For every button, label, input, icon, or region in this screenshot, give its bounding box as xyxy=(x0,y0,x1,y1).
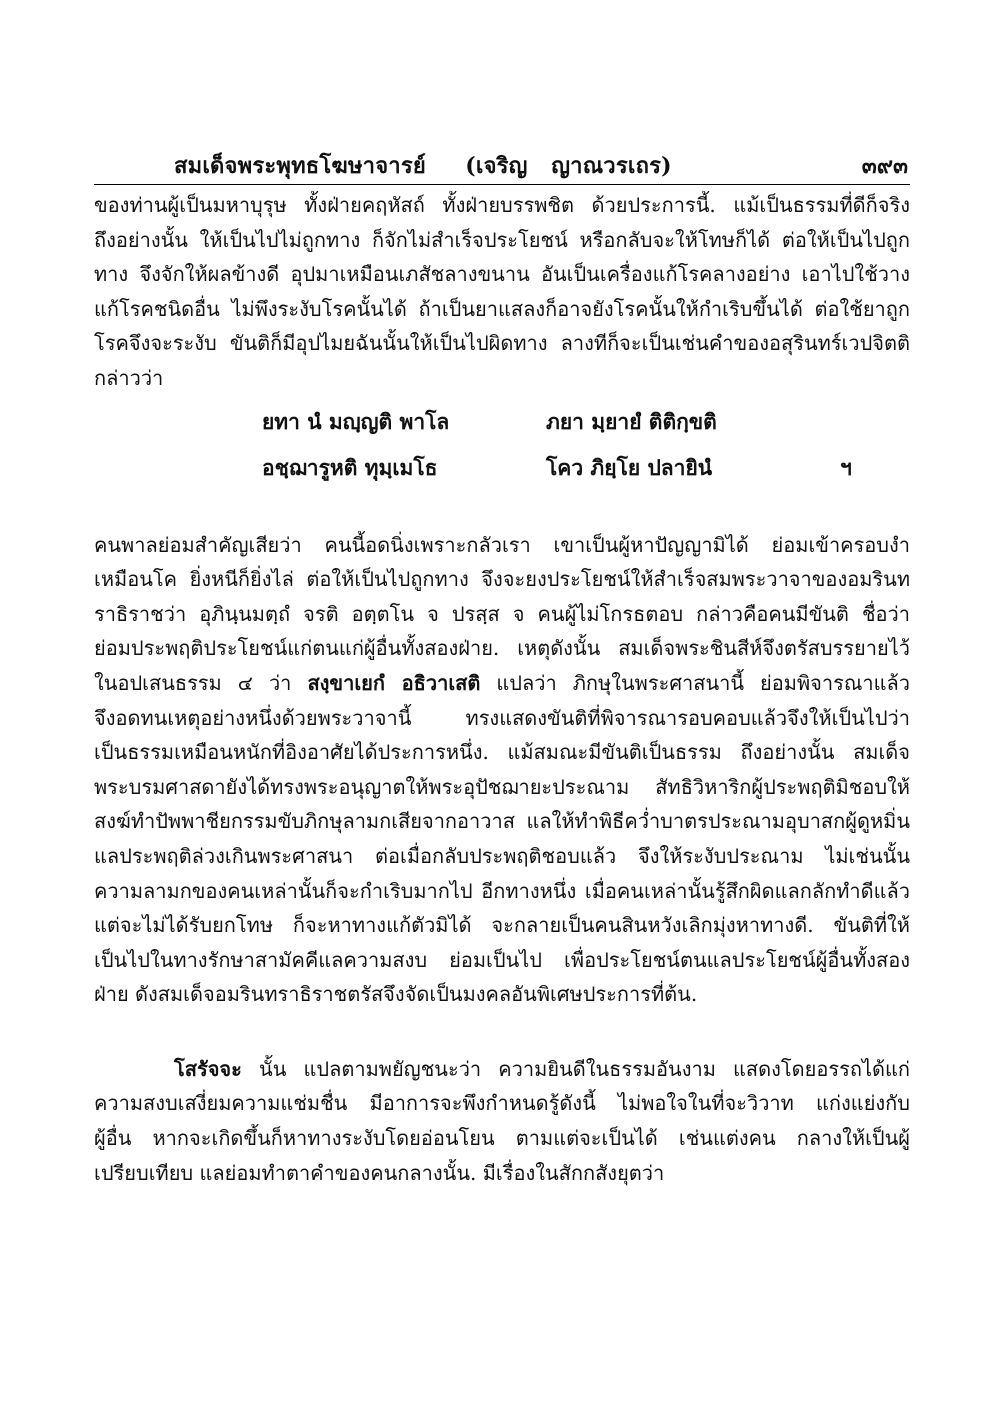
paragraph-line: ราธิราชว่า อุภินฺนมตฺถํ จรติ อตฺตโน จ ปรสฺส จ คนผู้ไม่โกรธตอบ กล่าวคือคนมีขันติ ชื่อว่า xyxy=(94,601,910,626)
paragraph-line: แลประพฤติล่วงเกินพระศาสนา ต่อเมื่อกลับประพฤติชอบแล้ว จึงให้ระงับประณาม ไม่เช่นนั้น xyxy=(94,843,910,868)
page-body xyxy=(94,188,910,1190)
verse-end-mark: ฯ xyxy=(840,454,852,480)
verse-line-1 xyxy=(94,396,910,442)
paragraph-line: จึงอดทนเหตุอย่างหนึ่งด้วยพระวาจานี้ ทรงแสดงขันติที่พิจารณารอบคอบแล้วจึงให้เป็นไปว่า xyxy=(94,705,910,730)
paragraph-line: กล่าวว่า xyxy=(94,365,164,390)
paragraph-line: พระบรมศาสดายังได้ทรงพระอนุญาตให้พระอุปัชฌายะประณาม สัทธิวิหาริกผู้ประพฤติมิชอบให้ xyxy=(94,774,910,799)
paragraph-line: ฝ่าย ดังสมเด็จอมรินทราธิราชตรัสจึงจัดเป็นมงคลอันพิเศษประการที่ต้น. xyxy=(94,982,698,1007)
paragraph-line: ทาง จึงจักให้ผลข้างดี อุปมาเหมือนเภสัชลางขนาน อันเป็นเครื่องแก้โรคลางอย่าง เอาไปใช้วาง xyxy=(94,262,910,287)
verse-text: อชฺฌารูหติ ทุมฺเมโธ xyxy=(262,454,438,480)
verse-text: โคว ภิยฺโย ปลายินํ xyxy=(546,454,713,480)
term-heading: โสรัจจะ xyxy=(174,1056,242,1081)
paragraph-line: เปรียบเทียบ แลย่อมทำตาคำของคนกลางนั้น. มีเรื่องในสักกสังยุตว่า xyxy=(94,1160,665,1185)
page-header xyxy=(94,138,910,185)
paragraph-line: แก้โรคชนิดอื่น ไม่พึงระงับโรคนั้นได้ ถ้าเป็นยาแสลงก็อาจยังโรคนั้นให้กำเริบขึ้นได้ ต่อใช้ยาถูก xyxy=(94,296,910,321)
paragraph-line: ผู้อื่น หากจะเกิดขึ้นก็หาทางระงับโดยอ่อนโยน ตามแต่จะเป็นได้ เช่นแต่งคน กลางให้เป็นผู้ xyxy=(94,1126,910,1151)
line-text: ในอปเสนธรรม ๔ ว่า xyxy=(94,670,308,695)
paragraph-line: เหมือนโค ยิ่งหนีก็ยิ่งไล่ ต่อให้เป็นไปถูกทาง จึงจะยงประโยชน์ให้สำเร็จสมพระวาจาของอมรินท xyxy=(94,567,910,592)
paragraph-line: เป็นไปในทางรักษาสามัคคีแลความสงบ ย่อมเป็นไป เพื่อประโยชน์ตนแลประโยชน์ผู้อื่นทั้งสอง xyxy=(94,947,910,972)
paragraph-line: ถึงอย่างนั้น ให้เป็นไปไม่ถูกทาง ก็จักไม่สำเร็จประโยชน์ หรือกลับจะให้โทษก็ได้ ต่อให้เป็นไปถูก xyxy=(94,227,910,252)
line-text: แปลว่า ภิกษุในพระศาสนานี้ ย่อมพิจารณาแล้ว xyxy=(480,670,911,695)
paragraph-line: ความสงบเสงี่ยมความแช่มชื่น มีอาการจะพึงกำหนดรู้ดังนี้ ไม่พอใจในที่จะวิวาท แก่งแย่งกับ xyxy=(94,1091,910,1116)
paragraph-line: คนพาลย่อมสำคัญเสียว่า คนนี้อดนิ่งเพราะกลัวเรา เขาเป็นผู้หาปัญญามิได้ ย่อมเข้าครอบงำ xyxy=(94,532,910,557)
paragraph-line: ย่อมประพฤติประโยชน์แก่ตนแก่ผู้อื่นทั้งสองฝ่าย. เหตุดังนั้น สมเด็จพระชินสีห์จึงตรัสบรรยายไว้ xyxy=(94,636,910,661)
paragraph-line: โรคจึงจะระงับ ขันติก็มีอุปไมยฉันนั้นให้เป็นไปผิดทาง ลางทีก็จะเป็นเช่นคำของอสุรินทร์เวปจิตติ xyxy=(94,331,910,356)
paragraph-line: ความลามกของคนเหล่านั้นก็จะกำเริบมากไป อีกทางหนึ่ง เมื่อคนเหล่านั้นรู้สึกผิดแลกลักทำดีแล้ว xyxy=(94,878,910,903)
verse-text: ยทา นํ มญฺญติ พาโล xyxy=(262,408,450,434)
paragraph-line: เป็นธรรมเหมือนหนักที่อิงอาศัยได้ประการหนึ่ง. แม้สมณะมีขันติเป็นธรรม ถึงอย่างนั้น สมเด็จ xyxy=(94,740,910,765)
verse-text: ภยา มฺยายํ ติติกฺขติ xyxy=(546,408,717,434)
verse-line-2 xyxy=(94,442,910,488)
line-text: นั้น แปลตามพยัญชนะว่า ความยินดีในธรรมอันงาม แสดงโดยอรรถได้แก่ xyxy=(241,1056,910,1081)
paragraph-line xyxy=(94,1052,910,1087)
paragraph-line: แต่จะไม่ได้รับยกโทษ ก็จะหาทางแก้ตัวมิได้ จะกลายเป็นคนสินหวังเลิกมุ่งหาทางดี. ขันติที่ให้ xyxy=(94,913,910,938)
paragraph-line: สงฆ์ทำปัพพาชียกรรมขับภิกษุลามกเสียจากอาวาส แลให้ทำพิธีคว่ำบาตรประณามอุบาสกผู้ดูหมิ่น xyxy=(94,809,910,834)
paragraph-line: ของท่านผู้เป็นมหาบุรุษ ทั้งฝ่ายคฤหัสถ์ ทั้งฝ่ายบรรพชิต ด้วยประการนี้. แม้เป็นธรรมที่ดีก็จริง xyxy=(94,193,910,217)
paragraph-line xyxy=(94,666,910,701)
page-number: ๓๙๓ xyxy=(861,153,908,179)
running-title: สมเด็จพระพุทธโฆษาจารย์ (เจริญ ญาณวรเถร) xyxy=(174,153,672,179)
pali-phrase: สงฺขาเยกํ อธิวาเสติ xyxy=(307,670,481,695)
